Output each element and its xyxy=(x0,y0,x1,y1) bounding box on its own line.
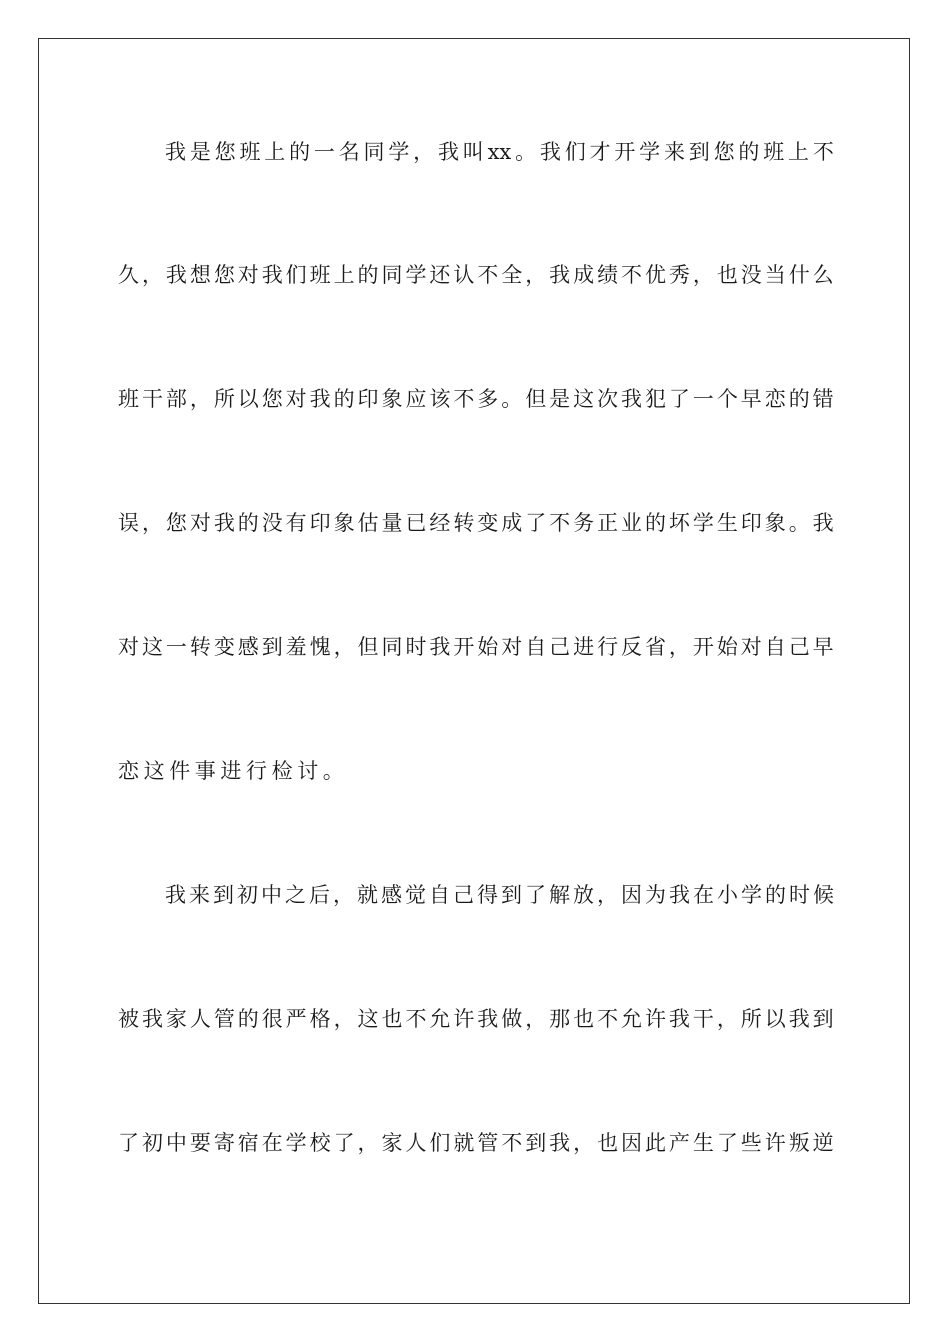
paragraph-2-line-3: 了 初 中 要 寄 宿 在 学 校 了 ， 家 人 们 就 管 不 到 我 ， 也 因 此 产 生 了 些 许 叛 逆 xyxy=(118,1131,834,1155)
paragraph-1-line-2: 久 ， 我 想 您 对 我 们 班 上 的 同 学 还 认 不 全 ， 我 成 绩 不 优 秀 ， 也 没 当 什 么 xyxy=(118,263,834,287)
paragraph-2-line-2: 被 我 家 人 管 的 很 严 格 ， 这 也 不 允 许 我 做 ， 那 也 不 允 许 我 干 ， 所 以 我 到 xyxy=(118,1007,834,1031)
paragraph-2-line-1: 我 来 到 初 中 之 后 ， 就 感 觉 自 己 得 到 了 解 放 ， 因 为 我 在 小 学 的 时 候 xyxy=(165,883,834,907)
paragraph-1-line-3: 班 干 部 ， 所 以 您 对 我 的 印 象 应 该 不 多 。 但 是 这 次 我 犯 了 一 个 早 恋 的 错 xyxy=(118,387,834,411)
paragraph-1-line-1: 我 是 您 班 上 的 一 名 同 学 ， 我 叫 xx 。 我 们 才 开 学 来 到 您 的 班 上 不 xyxy=(165,140,834,164)
paragraph-1-line-5: 对 这 一 转 变 感 到 羞 愧 ， 但 同 时 我 开 始 对 自 己 进 行 反 省 ， 开 始 对 自 己 早 xyxy=(118,635,834,659)
paragraph-1-line-4: 误 ， 您 对 我 的 没 有 印 象 估 量 已 经 转 变 成 了 不 务 正 业 的 坏 学 生 印 象 。 我 xyxy=(118,511,834,535)
paragraph-1-line-6: 恋这件事进行检讨。 xyxy=(118,759,349,783)
page-border xyxy=(38,38,910,1304)
